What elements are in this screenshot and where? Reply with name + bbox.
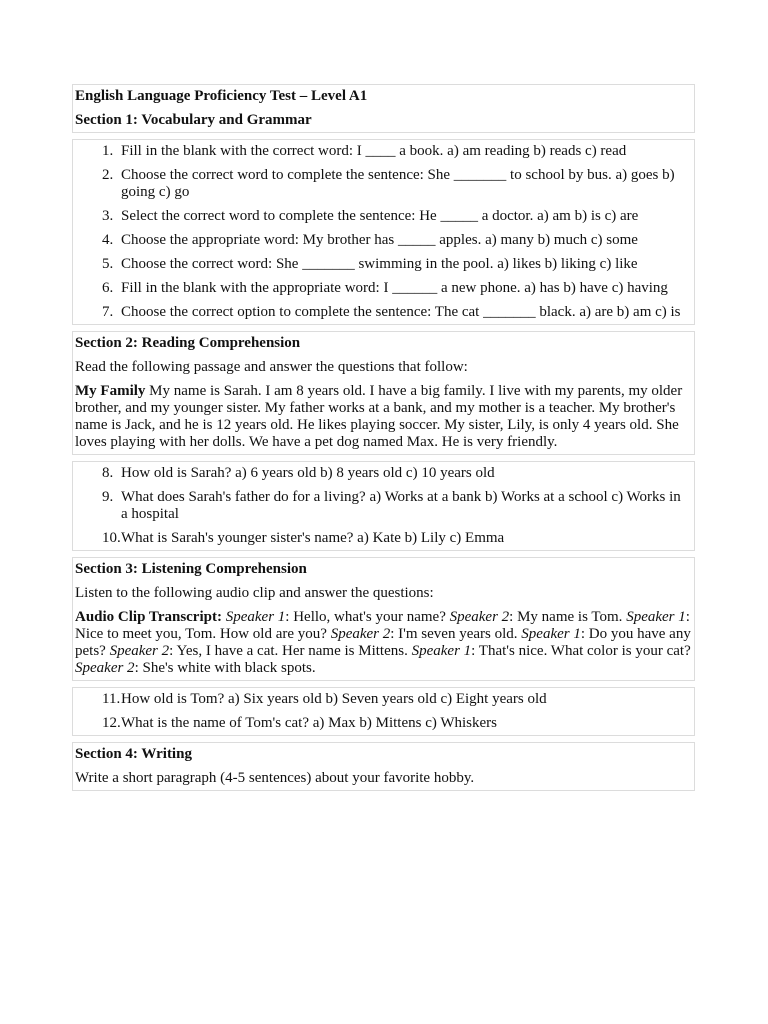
question-text: What does Sarah's father do for a living? a) Works at a bank b) Works at a school c) Works in a hospital: [121, 489, 681, 522]
question-number: 5.: [102, 256, 114, 272]
section2-title: Section 2: Reading Comprehension: [75, 335, 301, 351]
question-item: [75, 465, 692, 482]
question-item: [75, 530, 692, 547]
question-item: [75, 691, 692, 708]
question-item: [75, 143, 692, 160]
question-number: 9.: [102, 489, 114, 505]
section2-box: [72, 331, 695, 455]
question-text: What is Sarah's younger sister's name? a) Kate b) Lily c) Emma: [121, 530, 505, 546]
question-number: 2.: [102, 167, 114, 183]
question-item: [75, 232, 692, 249]
question-list: [75, 465, 692, 547]
speaker-line: : My name is Tom.: [509, 609, 627, 625]
section3-questions-box: [72, 687, 695, 736]
question-number: 1.: [102, 143, 114, 159]
question-text: Fill in the blank with the appropriate word: I ______ a new phone. a) has b) have c) having: [121, 280, 668, 296]
question-number: 8.: [102, 465, 114, 481]
speaker-line: : Yes, I have a cat. Her name is Mittens.: [169, 643, 412, 659]
speaker-label: Speaker 1: [225, 609, 286, 625]
question-list: [75, 691, 692, 732]
question-number: 6.: [102, 280, 114, 296]
section3-title: Section 3: Listening Comprehension: [75, 561, 307, 577]
reading-passage: [75, 383, 692, 451]
section3-box: [72, 557, 695, 681]
question-number: 11.: [102, 691, 121, 707]
speaker-line: : Do you have any pets?: [75, 626, 691, 659]
question-text: Choose the correct word: She _______ swimming in the pool. a) likes b) liking c) like: [121, 256, 638, 272]
section2-instruction: Read the following passage and answer the questions that follow:: [75, 359, 468, 375]
question-item: [75, 167, 692, 201]
question-text: Select the correct word to complete the sentence: He _____ a doctor. a) am b) is c) are: [121, 208, 639, 224]
section4-instruction: Write a short paragraph (4-5 sentences) about your favorite hobby.: [75, 770, 475, 786]
question-text: Choose the appropriate word: My brother has _____ apples. a) many b) much c) some: [121, 232, 638, 248]
speaker-label: Speaker 1: [411, 643, 472, 659]
passage-title: My Family: [75, 383, 146, 399]
speaker-line: : That's nice. What color is your cat?: [471, 643, 691, 659]
question-text: Choose the correct option to complete the sentence: The cat _______ black. a) are b) am c) is: [121, 304, 681, 320]
section1-title: Section 1: Vocabulary and Grammar: [75, 112, 312, 128]
question-item: [75, 256, 692, 273]
transcript-label: Audio Clip Transcript:: [75, 609, 222, 625]
speaker-line: : I'm seven years old.: [390, 626, 522, 642]
speaker-line: : She's white with black spots.: [134, 660, 316, 676]
speaker-label: Speaker 1: [521, 626, 581, 642]
question-item: [75, 304, 692, 321]
question-item: [75, 715, 692, 732]
section2-questions-box: [72, 461, 695, 551]
test-document: [72, 84, 695, 797]
speaker-line: : Nice to meet you, Tom. How old are you?: [75, 609, 690, 642]
section1-questions-box: [72, 139, 695, 325]
question-item: [75, 208, 692, 225]
speaker-line: : Hello, what's your name?: [285, 609, 450, 625]
question-list: [75, 143, 692, 321]
passage-text: My name is Sarah. I am 8 years old. I have a big family. I live with my parents, my older brother, and my younger sister. My father works at a bank, and my mother is a teacher. My brother's name is Jack, and he is 12 years old. He likes playing soccer. My sister, Lily, is only 4 years old. She loves playing with her dolls. We have a pet dog named Max. He is very friendly.: [75, 383, 683, 450]
section4-title: Section 4: Writing: [75, 746, 192, 762]
question-number: 3.: [102, 208, 114, 224]
question-number: 7.: [102, 304, 114, 320]
question-item: [75, 489, 692, 523]
question-number: 12.: [102, 715, 121, 731]
header-box: [72, 84, 695, 133]
question-text: What is the name of Tom's cat? a) Max b) Mittens c) Whiskers: [121, 715, 497, 731]
speaker-label: Speaker 2: [449, 609, 510, 625]
question-number: 10.: [102, 530, 121, 546]
question-text: Fill in the blank with the correct word: I ____ a book. a) am reading b) reads c) read: [121, 143, 627, 159]
speaker-label: Speaker 1: [626, 609, 686, 625]
question-text: How old is Sarah? a) 6 years old b) 8 years old c) 10 years old: [121, 465, 495, 481]
question-text: Choose the correct word to complete the sentence: She _______ to school by bus. a) goes b) going c) go: [121, 167, 675, 200]
speaker-label: Speaker 2: [109, 643, 170, 659]
audio-transcript: [75, 609, 692, 677]
page-title: English Language Proficiency Test – Level A1: [75, 88, 368, 104]
section4-box: [72, 742, 695, 791]
speaker-label: Speaker 2: [330, 626, 391, 642]
question-number: 4.: [102, 232, 114, 248]
section3-instruction: Listen to the following audio clip and answer the questions:: [75, 585, 434, 601]
question-text: How old is Tom? a) Six years old b) Seven years old c) Eight years old: [121, 691, 547, 707]
speaker-label: Speaker 2: [75, 660, 135, 676]
question-item: [75, 280, 692, 297]
